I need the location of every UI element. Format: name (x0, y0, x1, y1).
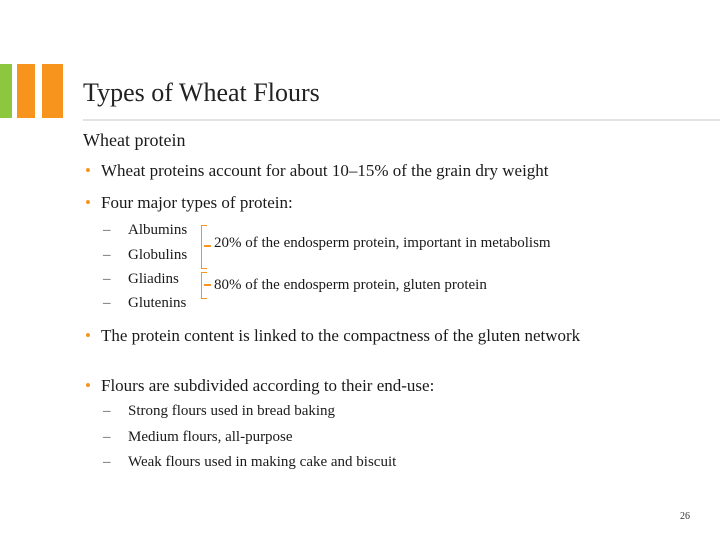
group-bracket (201, 272, 207, 299)
dash-icon: – (103, 222, 111, 238)
flour-use-label: Medium flours, all-purpose (128, 429, 293, 445)
group-note: 20% of the endosperm protein, important in metabolism (214, 235, 551, 251)
protein-label: Albumins (128, 222, 188, 238)
bullet-text: Flours are subdivided according to their end-use: (101, 376, 435, 395)
protein-label: Gliadins (128, 271, 179, 287)
dash-icon: – (103, 454, 111, 470)
bullet-item (85, 161, 625, 181)
dash-icon: – (103, 429, 111, 445)
flour-use-item (103, 402, 336, 420)
bullet-dot-icon: • (85, 161, 91, 180)
flour-use-label: Weak flours used in making cake and biscuit (128, 454, 397, 470)
dash-icon: – (103, 295, 111, 311)
page-number: 26 (680, 511, 690, 522)
accent-bar-orange-2 (42, 64, 63, 118)
bullet-text: Four major types of protein: (101, 193, 293, 212)
protein-label: Glutenins (128, 295, 187, 311)
group-bracket (201, 225, 207, 269)
protein-item (103, 221, 188, 239)
protein-item (103, 294, 187, 312)
bullet-dot-icon: • (85, 376, 91, 395)
bullet-item (85, 327, 615, 345)
dash-icon: – (103, 247, 111, 263)
bullet-dot-icon: • (85, 326, 91, 345)
protein-item (103, 270, 179, 288)
flour-use-label: Strong flours used in bread baking (128, 403, 336, 419)
bullet-text: Wheat proteins account for about 10–15% of the grain dry weight (101, 161, 549, 180)
title-divider (83, 119, 720, 121)
bullet-item (85, 376, 625, 396)
protein-label: Globulins (128, 247, 188, 263)
bullet-item (85, 193, 625, 213)
flour-use-item (103, 428, 293, 446)
group-bracket-tick (204, 245, 211, 247)
bullet-dot-icon: • (85, 193, 91, 212)
slide-title: Types of Wheat Flours (83, 78, 320, 107)
bullet-text: The protein content is linked to the compactness of the gluten network (101, 326, 581, 345)
accent-bar-orange-1 (17, 64, 35, 118)
slide-subtitle: Wheat protein (83, 130, 186, 150)
accent-bar-green (0, 64, 12, 118)
dash-icon: – (103, 403, 111, 419)
group-note: 80% of the endosperm protein, gluten protein (214, 277, 487, 293)
flour-use-item (103, 453, 397, 471)
dash-icon: – (103, 271, 111, 287)
group-bracket-tick (204, 284, 211, 286)
protein-item (103, 246, 188, 264)
